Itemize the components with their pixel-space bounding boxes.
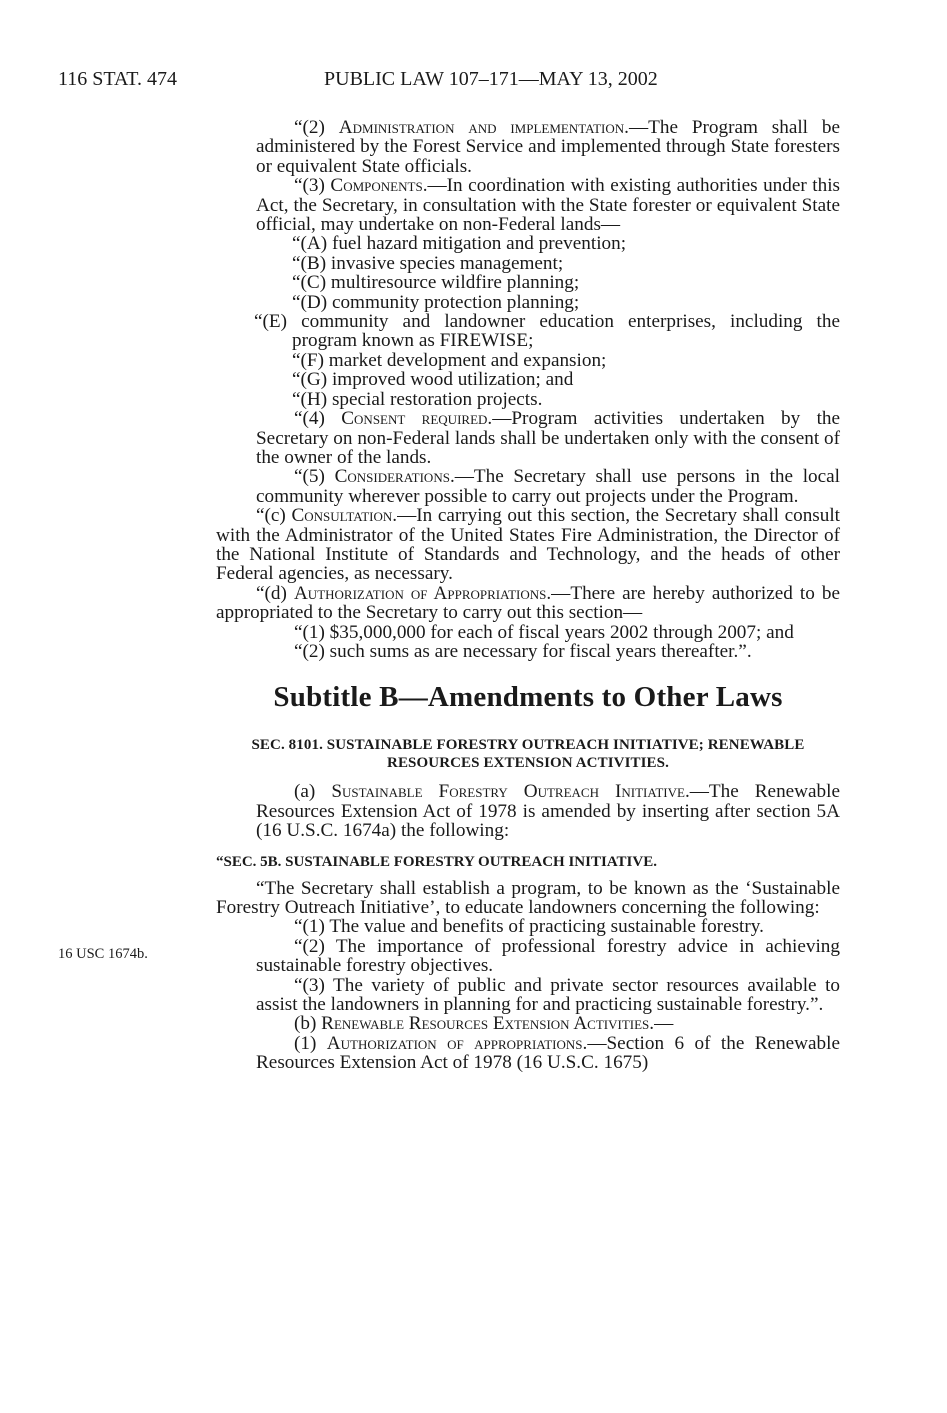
list-item: “(H) special restoration projects. [292,388,543,410]
paragraph-heading: Considerations [334,466,450,488]
list-item: “(3) The variety of public and private sector resources available to assist the landowners in planning for and practicing sustainable forestry.”. [256,974,840,1016]
section-heading: SEC. 8101. SUSTAINABLE FORESTRY OUTREACH INITIATIVE; RENEWABLE RESOURCES EXTENSION ACTIVITIES. [251,737,805,772]
page-header [58,68,887,96]
paragraph-authorization-appropriations: (1) Authorization of appropriations.—Section 6 of the Renewable Resources Extension Act of 1978 (16 U.S.C. 1675) [256,1032,840,1074]
paragraph-heading: Renewable Resources Extension Activities [321,1013,650,1035]
list-item: “(2) such sums as are necessary for fiscal years thereafter.”. [294,640,752,662]
paragraph-outreach-initiative: (a) Sustainable Forestry Outreach Initiative.—The Renewable Resources Extension Act of 1978 is amended by inserting after section 5A (16 U.S.C. 1674a) the following: [256,781,841,842]
paragraph-heading: Authorization of appropriations [326,1032,583,1054]
paragraph-heading: Authorization of Appropriations [293,582,547,604]
body-text [216,118,840,1073]
paragraph-consultation: “(c) Consultation.—In carrying out this section, the Secretary shall consult with the Administrator of the United States Fire Administration, the Director of the National Institute of Standards and Technology, and the heads of other Federal agencies, as necessary. [216,505,841,585]
margin-citation-note: 16 USC 1674b. [58,946,148,962]
list-item: “(E) community and landowner education enterprises, including the program known as FIREWISE; [254,311,840,352]
paragraph-heading: Sustainable Forestry Outreach Initiative [331,781,685,803]
list-item: “(B) invasive species management; [292,252,564,274]
list-item: “(2) The importance of professional forestry advice in achieving sustainable forestry objectives. [256,935,840,977]
paragraph-components: “(3) Components.—In coordination with existing authorities under this Act, the Secretary, in consultation with the State forester or equivalent State official, may undertake on non-Federal lands— [256,175,841,236]
paragraph-heading: Consent required [341,408,488,430]
public-law-citation: PUBLIC LAW 107–171—MAY 13, 2002 [324,68,658,90]
paragraph-administration: “(2) Administration and implementation.—The Program shall be administered by the Forest Service and implemented through State foresters or equivalent State officials. [256,117,840,177]
list-item: “(F) market development and expansion; [292,349,607,371]
paragraph-considerations: “(5) Considerations.—The Secretary shall use persons in the local community wherever possible to carry out projects under the Program. [256,466,841,507]
list-item: “(1) $35,000,000 for each of fiscal years 2002 through 2007; and [294,621,794,643]
statute-page-reference: 116 STAT. 474 [58,68,177,90]
list-item: “(C) multiresource wildfire planning; [292,272,580,294]
list-item: “(1) The value and benefits of practicing sustainable forestry. [294,916,764,938]
list-item: “(A) fuel hazard mitigation and prevention; [292,233,627,255]
list-item: “(D) community protection planning; [292,291,580,313]
paragraph-heading: Components [330,175,423,197]
subtitle-heading: Subtitle B—Amendments to Other Laws [273,681,783,714]
paragraph-authorization: “(d) Authorization of Appropriations.—There are hereby authorized to be appropriated to the Secretary to carry out this section— [216,582,840,624]
paragraph-heading: Consultation [291,505,393,527]
paragraph-program: “The Secretary shall establish a program, to be known as the ‘Sustainable Forestry Outreach Initiative’, to educate landowners concerning the following: [216,877,840,918]
paragraph-heading: Administration and implementation [338,117,625,138]
list-item: “(G) improved wood utilization; and [292,369,574,391]
paragraph-consent: “(4) Consent required.—Program activities undertaken by the Secretary on non-Federal lands shall be undertaken only with the consent of the owner of the lands. [256,408,841,468]
inserted-section-heading: “SEC. 5B. SUSTAINABLE FORESTRY OUTREACH INITIATIVE. [216,853,657,870]
paragraph-extension-activities: (b) Renewable Resources Extension Activities.— [294,1013,674,1035]
